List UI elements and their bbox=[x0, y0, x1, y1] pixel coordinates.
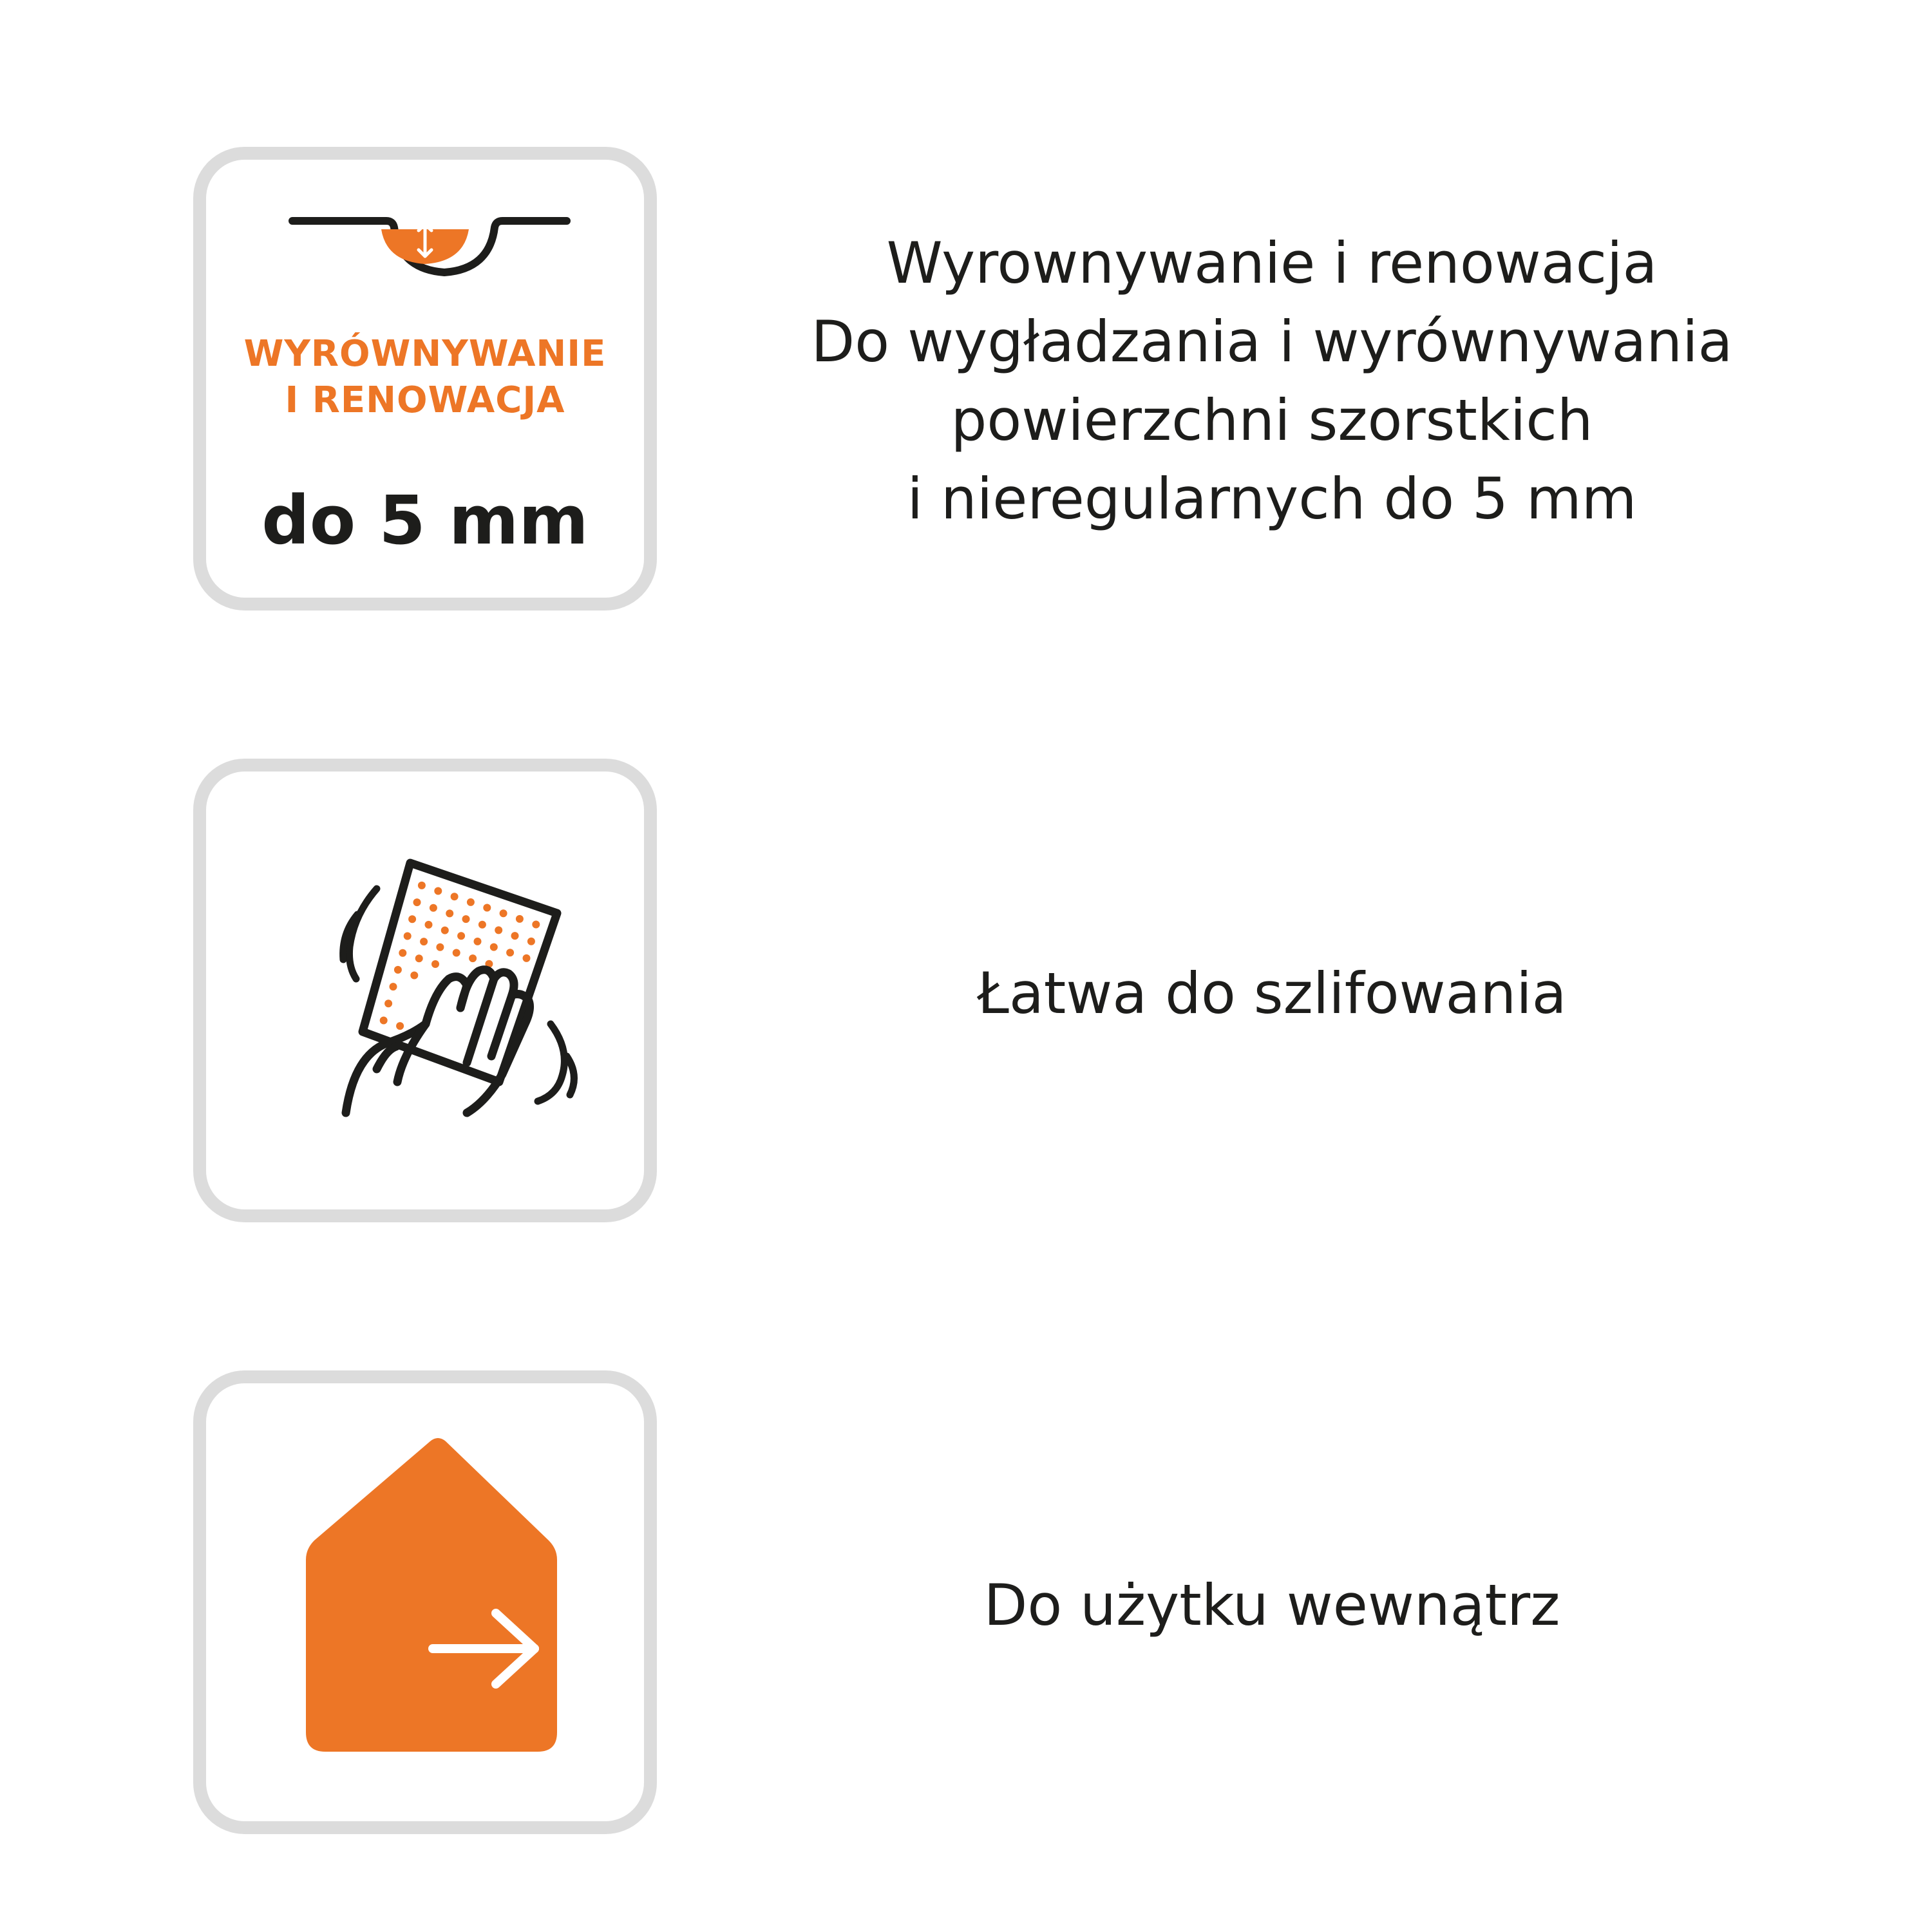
sandpaper-grit-dot bbox=[441, 927, 449, 934]
sandpaper-grit-dot bbox=[523, 954, 531, 962]
sandpaper-grit-dot bbox=[467, 898, 475, 906]
leveling-description-line: powierzchni szorstkich bbox=[951, 387, 1593, 453]
sandpaper-grit-dot bbox=[410, 972, 418, 980]
sandpaper-grit-dot bbox=[453, 949, 460, 957]
sandpaper-grit-dot bbox=[394, 966, 402, 974]
leveling-badge-label-2: I RENOWACJA bbox=[285, 379, 565, 421]
leveling-badge-label-1: WYRÓWNYWANIE bbox=[243, 333, 607, 375]
sandpaper-grit-dot bbox=[418, 882, 426, 889]
sandpaper-grit-dot bbox=[474, 938, 482, 945]
sandpaper-grit-dot bbox=[451, 893, 459, 900]
sandpaper-grit-dot bbox=[478, 921, 486, 929]
sandpaper-grit-dot bbox=[420, 938, 428, 945]
indoor-description bbox=[741, 1566, 1803, 1645]
sandpaper-grit-dot bbox=[434, 887, 442, 895]
sandpaper-grit-dot bbox=[490, 943, 498, 951]
sandpaper-grit-dot bbox=[399, 949, 406, 957]
indoor-tile bbox=[193, 1370, 657, 1834]
indoor-use-house-icon bbox=[206, 1383, 644, 1821]
sandpaper-grit-dot bbox=[413, 898, 421, 906]
sandpaper-grit-dot bbox=[511, 932, 519, 940]
sandpaper-grit-dot bbox=[384, 999, 392, 1007]
hand-sanding-icon bbox=[206, 772, 644, 1209]
leveling-description-line: Wyrownywanie i renowacja bbox=[886, 230, 1658, 296]
leveling-description-line: i nieregularnych do 5 mm bbox=[907, 466, 1637, 532]
sandpaper-grit-dot bbox=[532, 921, 540, 929]
indoor-description-line: Do użytku wewnątrz bbox=[983, 1572, 1560, 1638]
sanding-description bbox=[741, 954, 1803, 1033]
leveling-badge-tile bbox=[193, 147, 657, 611]
sandpaper-grit-dot bbox=[483, 904, 491, 912]
sandpaper-grit-dot bbox=[431, 960, 439, 968]
sanding-description-line: Łatwa do szlifowania bbox=[977, 960, 1567, 1027]
sandpaper-grit-dot bbox=[462, 915, 470, 923]
sandpaper-grit-dot bbox=[506, 949, 514, 956]
leveling-description bbox=[741, 224, 1803, 538]
sandpaper-grit-dot bbox=[430, 904, 437, 912]
sandpaper-grit-dot bbox=[436, 943, 444, 951]
sandpaper-grit-dot bbox=[408, 915, 416, 923]
sandpaper-grit-dot bbox=[404, 933, 412, 940]
sandpaper-grit-dot bbox=[469, 954, 477, 962]
sandpaper-grit-dot bbox=[446, 909, 453, 917]
sandpaper-grit-dot bbox=[380, 1017, 388, 1025]
sandpaper-grit-dot bbox=[495, 926, 502, 934]
sandpaper-grit-dot bbox=[425, 921, 433, 929]
sandpaper-grit-dot bbox=[390, 983, 397, 990]
sandpaper-grit-dot bbox=[500, 909, 507, 917]
sandpaper-grit-dot bbox=[396, 1022, 404, 1030]
sandpaper-grit-dot bbox=[527, 938, 535, 945]
sanding-tile bbox=[193, 759, 657, 1222]
sandpaper-grit-dot bbox=[516, 915, 524, 923]
leveling-description-line: Do wygładzania i wyrównywania bbox=[811, 308, 1733, 375]
sandpaper-grit-dot bbox=[457, 932, 465, 940]
sandpaper-grit-dot bbox=[415, 954, 423, 962]
leveling-badge-value: do 5 mm bbox=[261, 481, 589, 560]
